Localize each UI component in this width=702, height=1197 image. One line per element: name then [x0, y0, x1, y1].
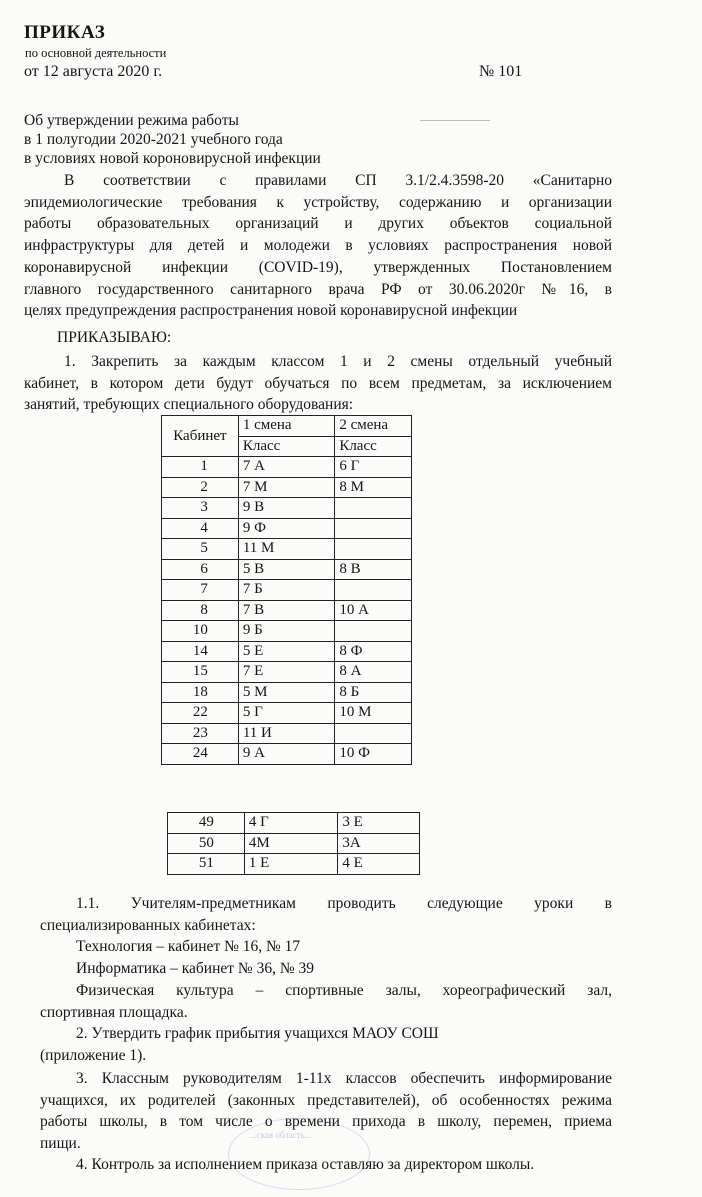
shift-1-class-cell: 4М — [244, 833, 338, 854]
cabinet-cell: 15 — [162, 662, 239, 683]
item-4: 4. Контроль за исполнением приказа оставляю за директором школы. — [76, 1156, 535, 1173]
shift-2-class-cell: 8 Б — [335, 682, 412, 703]
scan-artifact — [420, 120, 490, 121]
shift-2-class-cell: 8 М — [335, 477, 412, 498]
preamble-line: целях предупреждения распространения новой коронавирусной инфекции — [24, 302, 518, 320]
cabinet-cell: 23 — [162, 723, 239, 744]
header-shift-1: 1 смена — [238, 416, 334, 437]
item-1-1-line: 1.1. Учителям-предметникам проводить следующие уроки в — [76, 895, 612, 912]
table-row — [168, 854, 420, 875]
item-1-1-line: Информатика – кабинет № 36, № 39 — [76, 960, 314, 978]
preamble — [24, 170, 612, 322]
shift-1-class-cell: 9 Б — [238, 621, 334, 642]
shift-2-class-cell: 4 Е — [338, 854, 420, 875]
shift-1-class-cell: 7 В — [238, 600, 334, 621]
cabinet-cell: 7 — [162, 580, 239, 601]
subject-line: Об утверждении режима работы — [24, 112, 239, 129]
subject-line: в 1 полугодии 2020-2021 учебного года — [24, 131, 283, 148]
cabinet-cell: 8 — [162, 600, 239, 621]
table-row — [162, 600, 412, 621]
shift-1-class-cell: 5 М — [238, 682, 334, 703]
table-row — [162, 744, 412, 765]
shift-1-class-cell: 5 Е — [238, 641, 334, 662]
table-row — [162, 703, 412, 724]
table-row — [162, 539, 412, 560]
shift-2-class-cell — [335, 580, 412, 601]
order-subtitle: по основной деятельности — [25, 46, 167, 60]
cabinet-cell: 6 — [162, 559, 239, 580]
shift-1-class-cell: 9 А — [238, 744, 334, 765]
item-1-1-line: специализированных кабинетах: — [40, 916, 256, 934]
shift-1-class-cell: 7 Б — [238, 580, 334, 601]
schedule-table-continued — [167, 812, 420, 875]
header-cabinet: Кабинет — [162, 416, 239, 457]
cabinet-cell: 2 — [162, 477, 239, 498]
header-class-1: Класс — [238, 436, 334, 457]
table-row — [162, 580, 412, 601]
item-1 — [24, 351, 612, 416]
preamble-line: инфраструктуры для детей и молодежи в условиях распространения новой — [24, 237, 612, 255]
table-row — [168, 813, 420, 834]
cabinet-cell: 50 — [168, 833, 245, 854]
shift-2-class-cell: 3 Е — [338, 813, 420, 834]
cabinet-cell: 1 — [162, 457, 239, 478]
cabinet-cell: 4 — [162, 518, 239, 539]
shift-1-class-cell: 11 М — [238, 539, 334, 560]
table-header-row — [162, 416, 412, 437]
table-row — [162, 498, 412, 519]
table-row — [162, 641, 412, 662]
table-row — [168, 833, 420, 854]
item-1-line: кабинет, в котором дети будут обучаться по всем предметам, за исключением — [24, 374, 612, 392]
item-2-line: (приложение 1). — [40, 1046, 147, 1064]
shift-2-class-cell: 8 В — [335, 559, 412, 580]
item-1-1 — [40, 893, 612, 1023]
order-title: ПРИКАЗ — [24, 22, 106, 43]
cabinet-cell: 14 — [162, 641, 239, 662]
shift-1-class-cell: 7 Е — [238, 662, 334, 683]
shift-2-class-cell — [335, 723, 412, 744]
cabinet-cell: 24 — [162, 744, 239, 765]
cabinet-cell: 51 — [168, 854, 245, 875]
preamble-line: В соответствии с правилами СП 3.1/2.4.3598-20 «Санитарно — [64, 172, 612, 189]
order-date: от 12 августа 2020 г. — [24, 63, 163, 80]
item-1-1-line: Технология – кабинет № 16, № 17 — [76, 938, 301, 956]
table-row — [162, 621, 412, 642]
preamble-line: коронавирусной инфекции (COVID-19), утвержденных Постановлением — [24, 258, 612, 276]
cabinet-cell: 18 — [162, 682, 239, 703]
schedule-table — [161, 415, 412, 765]
order-subject — [24, 111, 321, 168]
item-1-1-line: Физическая культура – спортивные залы, хореографический зал, — [76, 981, 612, 999]
order-number: № 101 — [479, 63, 523, 80]
item-1-line: 1. Закрепить за каждым классом 1 и 2 смены отдельный учебный — [64, 353, 612, 370]
item-1-line: занятий, требующих специального оборудования: — [24, 396, 354, 414]
cabinet-cell: 3 — [162, 498, 239, 519]
stamp-seal-text: ...ская область... — [250, 1130, 312, 1140]
cabinet-cell: 10 — [162, 621, 239, 642]
table-row — [162, 723, 412, 744]
shift-2-class-cell — [335, 539, 412, 560]
shift-1-class-cell: 5 Г — [238, 703, 334, 724]
table-row — [162, 518, 412, 539]
shift-1-class-cell: 7 М — [238, 477, 334, 498]
table-row — [162, 682, 412, 703]
cabinet-cell: 49 — [168, 813, 245, 834]
shift-2-class-cell — [335, 621, 412, 642]
preamble-line: работы образовательных организаций и других объектов социальной — [24, 215, 612, 233]
cabinet-cell: 5 — [162, 539, 239, 560]
shift-2-class-cell: 3А — [338, 833, 420, 854]
item-2-line: 2. Утвердить график прибытия учащихся МАОУ СОШ — [76, 1025, 439, 1042]
shift-1-class-cell: 9 Ф — [238, 518, 334, 539]
item-2 — [40, 1023, 612, 1066]
table-row — [162, 559, 412, 580]
shift-1-class-cell: 11 И — [238, 723, 334, 744]
table-row — [162, 662, 412, 683]
item-3-line: 3. Классным руководителям 1-11х классов обеспечить информирование — [76, 1070, 612, 1087]
shift-2-class-cell — [335, 518, 412, 539]
shift-2-class-cell: 10 М — [335, 703, 412, 724]
item-3-line: пищи. — [40, 1135, 81, 1153]
shift-1-class-cell: 7 А — [238, 457, 334, 478]
table-row — [162, 477, 412, 498]
shift-2-class-cell: 8 Ф — [335, 641, 412, 662]
order-word: ПРИКАЗЫВАЮ: — [57, 329, 172, 346]
item-3-line: учащихся, их родителей (законных представителей), об особенностях режима — [40, 1091, 612, 1109]
shift-2-class-cell: 10 Ф — [335, 744, 412, 765]
subject-line: в условиях новой короновирусной инфекции — [24, 150, 321, 167]
item-3-line: работы школы, в том числе о времени прихода в школу, перемен, приема — [40, 1113, 612, 1131]
shift-1-class-cell: 1 Е — [244, 854, 338, 875]
cabinet-cell: 22 — [162, 703, 239, 724]
stamp-seal — [228, 1118, 370, 1190]
shift-2-class-cell: 8 А — [335, 662, 412, 683]
item-1-1-line: спортивная площадка. — [40, 1003, 188, 1021]
header-class-2: Класс — [335, 436, 412, 457]
shift-1-class-cell: 5 В — [238, 559, 334, 580]
preamble-line: эпидемиологические требования к устройству, содержанию и организации — [24, 193, 612, 211]
header-shift-2: 2 смена — [335, 416, 412, 437]
shift-1-class-cell: 4 Г — [244, 813, 338, 834]
shift-1-class-cell: 9 В — [238, 498, 334, 519]
shift-2-class-cell: 6 Г — [335, 457, 412, 478]
shift-2-class-cell: 10 А — [335, 600, 412, 621]
preamble-line: главного государственного санитарного врача РФ от 30.06.2020г №16, в — [24, 280, 612, 298]
table-row — [162, 457, 412, 478]
shift-2-class-cell — [335, 498, 412, 519]
